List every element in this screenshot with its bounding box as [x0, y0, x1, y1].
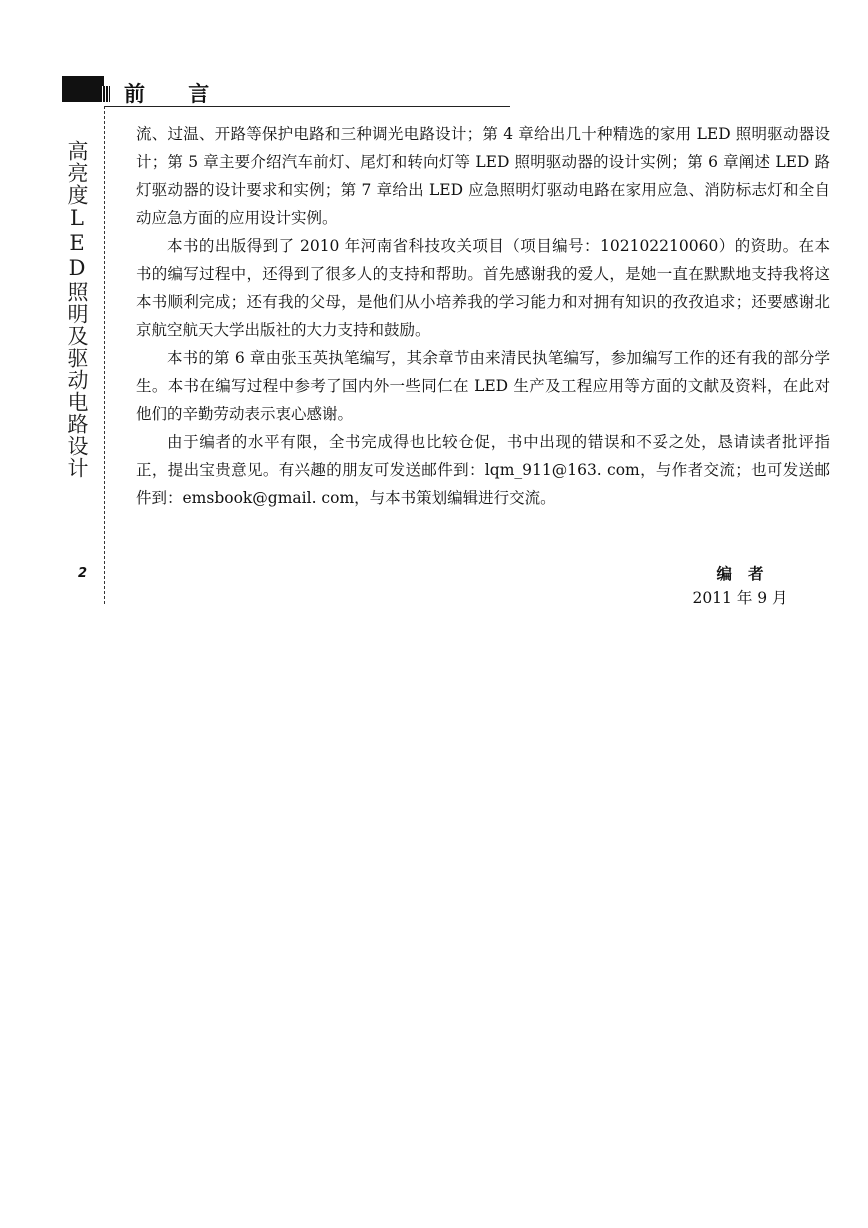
paragraph-acknowledgement: 本书的出版得到了 2010 年河南省科技攻关项目（项目编号：102102210060）的资助。在本书的编写过程中，还得到了很多人的支持和帮助。首先感谢我的爱人，是她一直在默默地支持我将这本书顺利完成；还有我的父母，是他们从小培养我的学习能力和对拥有知识的孜孜追求；还要感谢北京航空航天大学出版社的大力支持和鼓励。: [136, 237, 830, 339]
signature-author: 编者: [716, 564, 780, 583]
header-corner-mark: [62, 76, 104, 102]
page-number: 2: [78, 566, 88, 581]
header-rule: [104, 106, 510, 107]
paragraph-feedback: 由于编者的水平有限，全书完成得也比较仓促，书中出现的错误和不妥之处，恳请读者批评指正，提出宝贵意见。有兴趣的朋友可发送邮件到：lqm_911@163. com，与作者交流；也可发送邮件到：emsbook@gmail. com，与本书策划编辑进行交流。: [136, 433, 830, 507]
margin-divider: [104, 106, 105, 604]
signature-block: [640, 562, 840, 610]
paragraph-authors: 本书的第 6 章由张玉英执笔编写，其余章节由来清民执笔编写，参加编写工作的还有我的部分学生。本书在编写过程中参考了国内外一些同仁在 LED 生产及工程应用等方面的文献及资料，在此对他们的辛勤劳动表示衷心感谢。: [136, 349, 830, 423]
running-book-title: 高亮度LED照明及驱动电路设计: [65, 140, 89, 479]
paragraph-continued: 流、过温、开路等保护电路和三种调光电路设计；第 4 章给出几十种精选的家用 LED 照明驱动器设计；第 5 章主要介绍汽车前灯、尾灯和转向灯等 LED 照明驱动器的设计实例；第 6 章阐述 LED 路灯驱动器的设计要求和实例；第 7 章给出 LED 应急照明灯驱动电路在家用应急、消防标志灯和全自动应急方面的应用设计实例。: [136, 125, 830, 227]
preface-body: [136, 120, 830, 512]
signature-date: 2011 年 9 月: [692, 589, 788, 607]
page-header-title: 前 言: [124, 82, 228, 106]
